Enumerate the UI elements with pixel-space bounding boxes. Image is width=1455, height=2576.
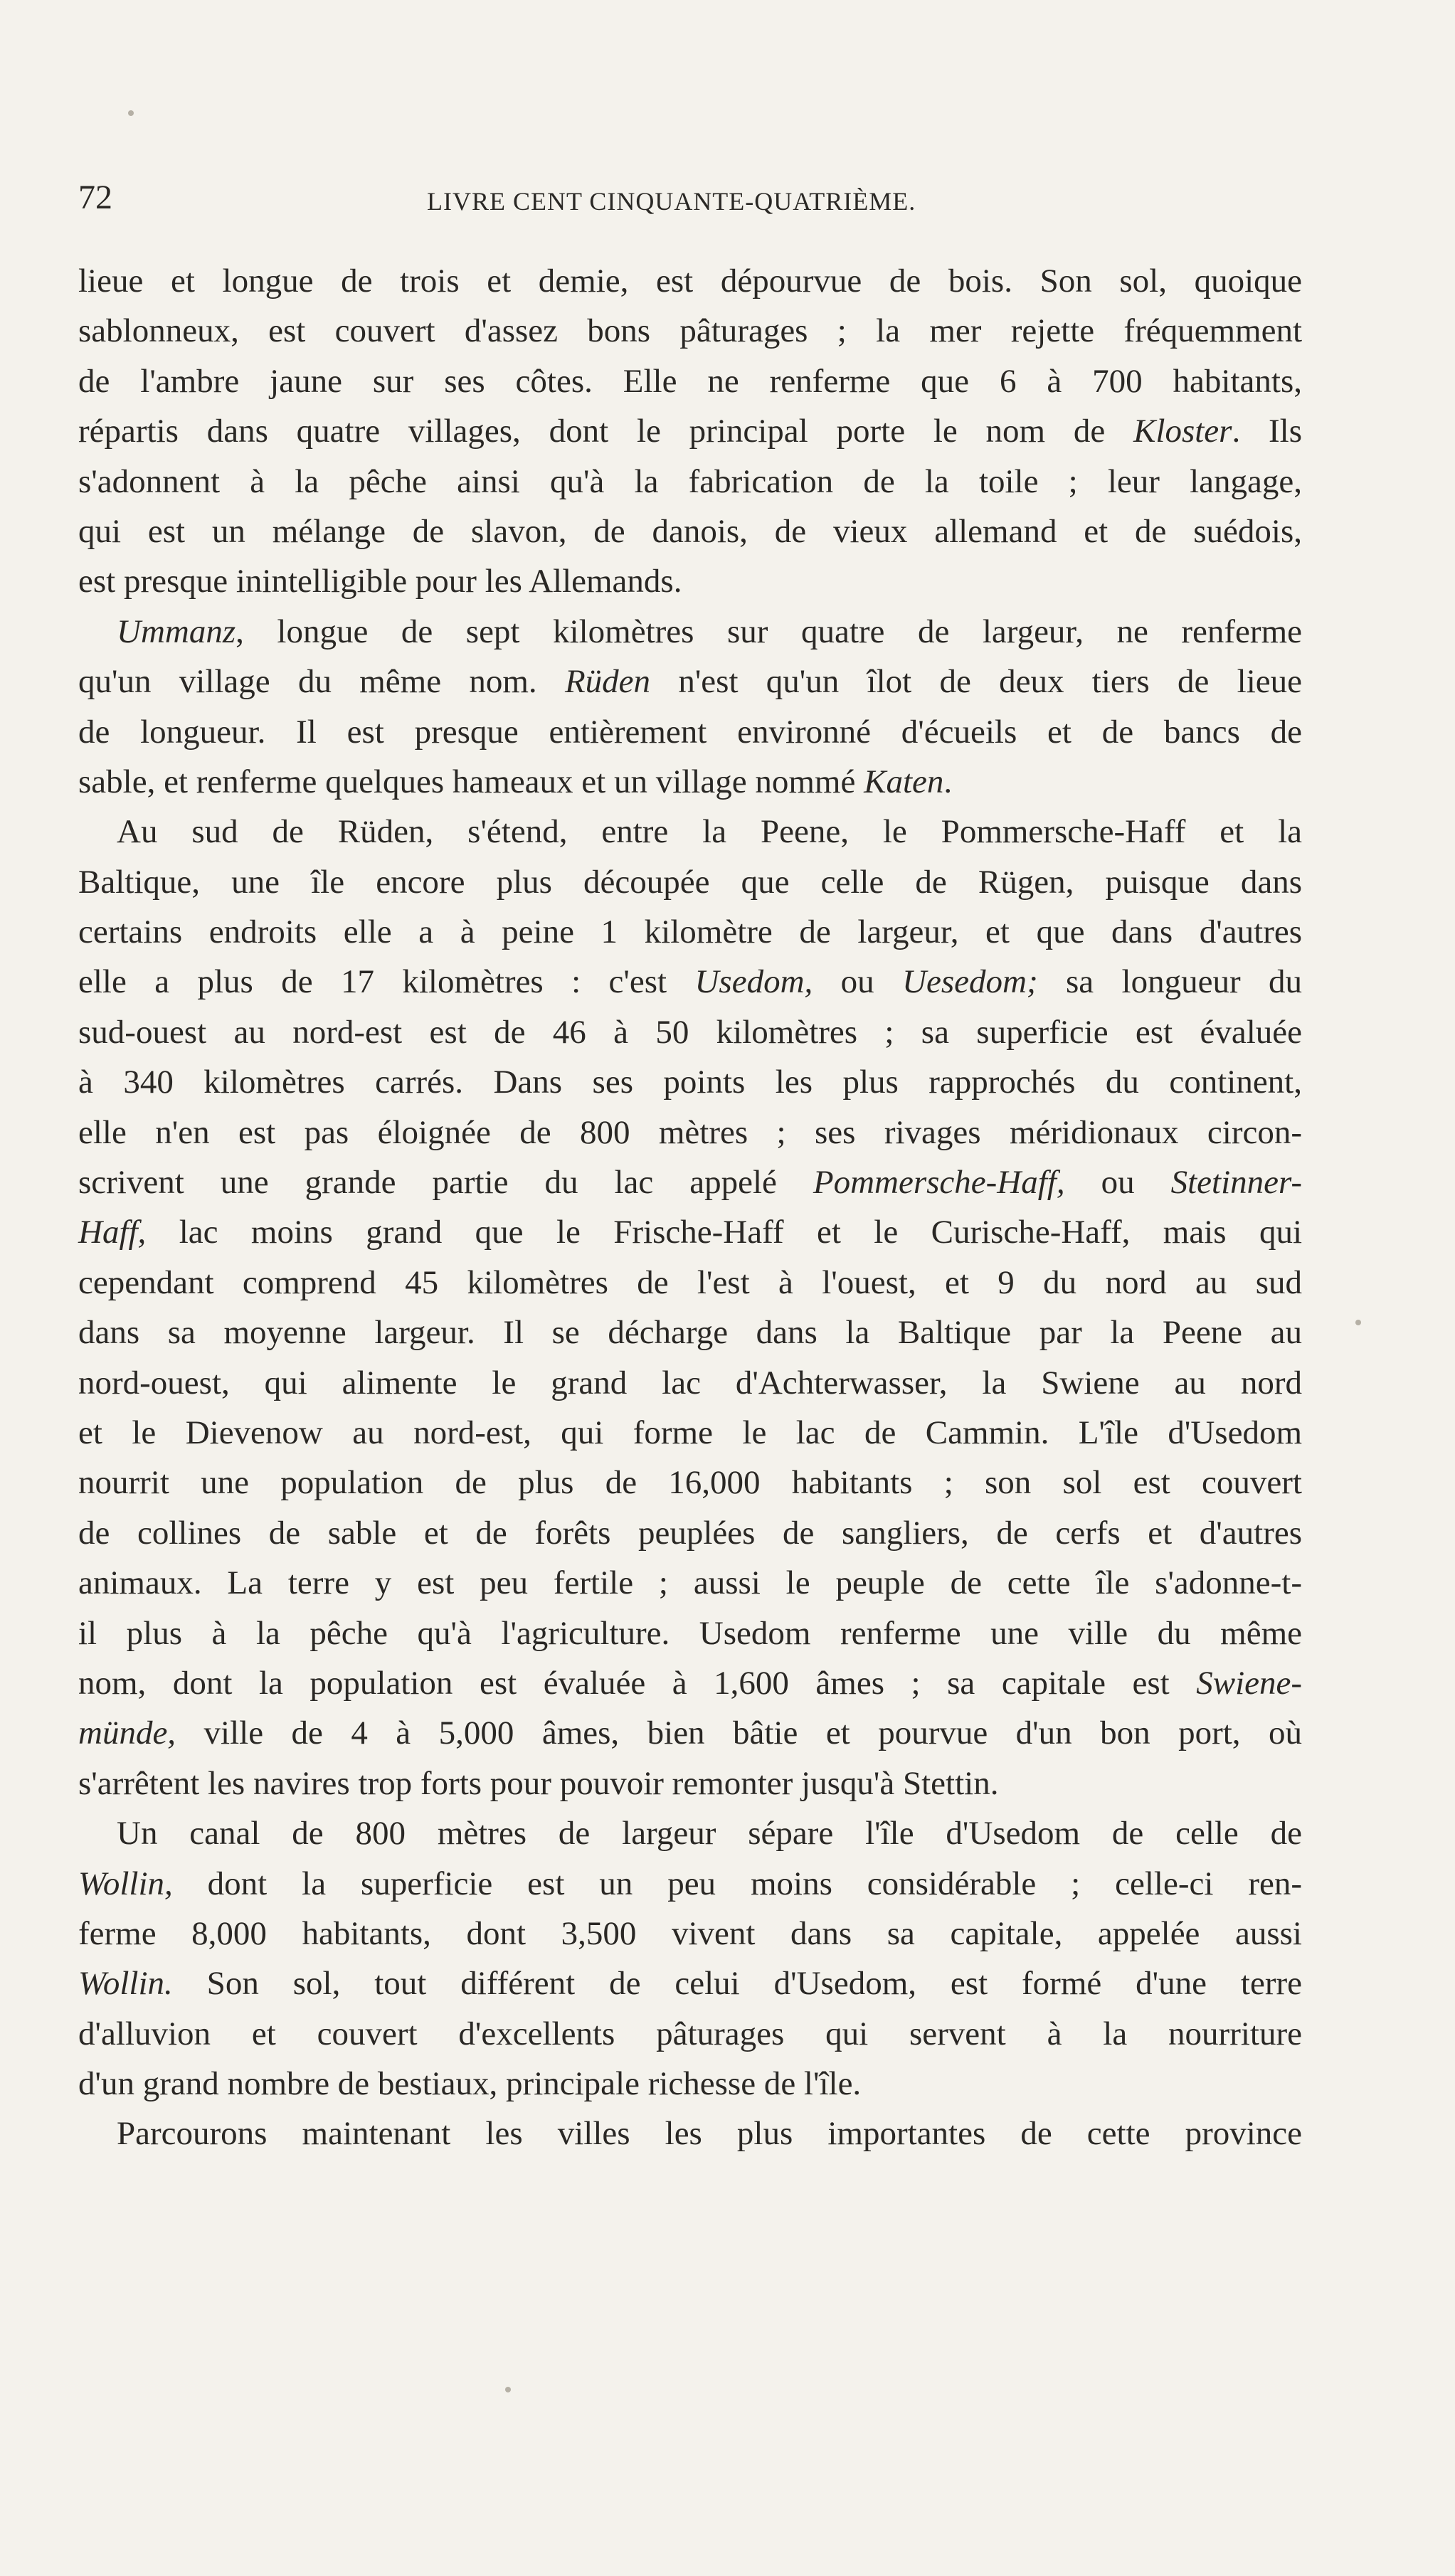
text-line bbox=[78, 1007, 1302, 1057]
text-line bbox=[78, 1909, 1302, 1958]
text-run: de collines de sable et de forêts peuplées de sangliers, de cerfs et d'autres bbox=[78, 1514, 1302, 1552]
text-line bbox=[78, 1057, 1302, 1107]
text-line bbox=[78, 757, 1302, 807]
text-run: Son sol, tout différent de celui d'Usedom, est formé d'une terre bbox=[172, 1965, 1302, 2003]
text-line bbox=[78, 907, 1302, 957]
text-run: sablonneux, est couvert d'assez bons pâturages ; la mer rejette fréquemment bbox=[78, 312, 1302, 350]
italic-text: Usedom, bbox=[694, 963, 813, 1001]
text-line bbox=[78, 1308, 1302, 1357]
text-line bbox=[78, 1658, 1302, 1708]
text-line bbox=[78, 1859, 1302, 1909]
italic-text: Uesedom; bbox=[902, 963, 1038, 1001]
text-run: Un canal de 800 mètres de largeur sépare l'île d'Usedom de celle de bbox=[117, 1815, 1302, 1853]
text-run: est presque inintelligible pour les Allemands. bbox=[78, 563, 682, 600]
text-line bbox=[78, 406, 1302, 456]
text-line bbox=[78, 1408, 1302, 1458]
text-line bbox=[78, 356, 1302, 406]
text-run: elle a plus de 17 kilomètres : c'est bbox=[78, 963, 695, 1001]
text-run: sud-ouest au nord-est est de 46 à 50 kilomètres ; sa superficie est évaluée bbox=[78, 1013, 1302, 1051]
page-number: 72 bbox=[78, 179, 112, 216]
text-run: . bbox=[943, 763, 953, 800]
italic-text: Rüden bbox=[564, 663, 651, 701]
text-line bbox=[78, 1508, 1302, 1558]
text-run: répartis dans quatre villages, dont le principal porte le nom de bbox=[78, 413, 1134, 450]
text-run: . Ils bbox=[1232, 413, 1303, 450]
text-line bbox=[78, 807, 1302, 857]
text-run: dans sa moyenne largeur. Il se décharge dans la Baltique par la Peene au bbox=[78, 1314, 1302, 1352]
text-line bbox=[78, 1558, 1302, 1608]
text-run: ou bbox=[813, 963, 903, 1001]
text-run: qu'un village du même nom. bbox=[78, 663, 565, 701]
text-run: cependant comprend 45 kilomètres de l'est à l'ouest, et 9 du nord au sud bbox=[78, 1263, 1302, 1301]
text-line bbox=[78, 1958, 1302, 2008]
text-line bbox=[78, 1108, 1302, 1157]
text-run: certains endroits elle a à peine 1 kilomètre de largeur, et que dans d'autres bbox=[78, 913, 1302, 951]
text-run: il plus à la pêche qu'à l'agriculture. Usedom renferme une ville du même bbox=[78, 1614, 1302, 1652]
text-line bbox=[78, 306, 1302, 356]
text-line bbox=[78, 1808, 1302, 1858]
text-run: d'un grand nombre de bestiaux, principale richesse de l'île. bbox=[78, 2065, 862, 2103]
text-run: Baltique, une île encore plus découpée que celle de Rügen, puisque dans bbox=[78, 863, 1302, 901]
text-line bbox=[78, 1207, 1302, 1257]
page-header bbox=[78, 178, 1302, 228]
text-run: à 340 kilomètres carrés. Dans ses points les plus rapprochés du continent, bbox=[78, 1064, 1302, 1101]
text-run: Au sud de Rüden, s'étend, entre la Peene, le Pommersche-Haff et la bbox=[117, 813, 1302, 851]
italic-text: münde, bbox=[78, 1714, 176, 1752]
italic-text: Pommersche-Haff, bbox=[813, 1164, 1065, 1202]
paper-speck bbox=[128, 110, 134, 116]
text-run: d'alluvion et couvert d'excellents pâturages qui servent à la nourriture bbox=[78, 2015, 1302, 2052]
text-line bbox=[78, 2009, 1302, 2059]
text-run: sa longueur du bbox=[1037, 963, 1303, 1001]
text-run: lieue et longue de trois et demie, est dépourvue de bois. Son sol, quoique bbox=[78, 263, 1302, 300]
text-run: elle n'en est pas éloignée de 800 mètres ; ses rivages méridionaux circon- bbox=[78, 1113, 1302, 1151]
text-line bbox=[78, 1157, 1302, 1207]
text-line bbox=[78, 2059, 1302, 2109]
text-line bbox=[78, 657, 1302, 706]
text-line bbox=[78, 1358, 1302, 1408]
text-run: lac moins grand que le Frische-Haff et le Curische-Haff, mais qui bbox=[146, 1214, 1302, 1251]
text-run: nom, dont la population est évaluée à 1,600 âmes ; sa capitale est bbox=[78, 1664, 1197, 1702]
text-run: ville de 4 à 5,000 âmes, bien bâtie et pourvue d'un bon port, où bbox=[176, 1714, 1302, 1752]
text-run: s'adonnent à la pêche ainsi qu'à la fabrication de la toile ; leur langage, bbox=[78, 462, 1302, 500]
text-line bbox=[78, 607, 1302, 657]
italic-text: Swiene- bbox=[1196, 1664, 1302, 1702]
text-line bbox=[78, 556, 1302, 606]
text-run: ferme 8,000 habitants, dont 3,500 vivent dans sa capitale, appelée aussi bbox=[78, 1914, 1302, 1952]
text-run: dont la superficie est un peu moins considérable ; celle-ci ren- bbox=[172, 1865, 1302, 1902]
italic-text: Kloster bbox=[1133, 413, 1232, 450]
text-run: nord-ouest, qui alimente le grand lac d'Achterwasser, la Swiene au nord bbox=[78, 1364, 1302, 1401]
italic-text: Haff, bbox=[78, 1214, 147, 1251]
text-line bbox=[78, 1708, 1302, 1758]
text-run: qui est un mélange de slavon, de danois, de vieux allemand et de suédois, bbox=[78, 512, 1302, 550]
text-run: et le Dievenow au nord-est, qui forme le lac de Cammin. L'île d'Usedom bbox=[78, 1414, 1302, 1451]
text-run: animaux. La terre y est peu fertile ; aussi le peuple de cette île s'adonne-t- bbox=[78, 1564, 1302, 1602]
text-run: sable, et renferme quelques hameaux et un village nommé bbox=[78, 763, 864, 800]
italic-text: Ummanz bbox=[117, 613, 236, 650]
text-line bbox=[78, 1258, 1302, 1308]
text-line bbox=[78, 457, 1302, 507]
text-run: de longueur. Il est presque entièrement environné d'écueils et de bancs de bbox=[78, 713, 1302, 751]
text-run: Parcourons maintenant les villes les plus importantes de cette province bbox=[117, 2115, 1302, 2153]
body-text bbox=[78, 256, 1302, 2159]
text-run: , longue de sept kilomètres sur quatre de largeur, ne renferme bbox=[236, 613, 1302, 650]
paper-speck bbox=[505, 2387, 511, 2392]
text-line bbox=[78, 507, 1302, 556]
running-title: LIVRE CENT CINQUANTE-QUATRIÈME. bbox=[427, 187, 916, 216]
text-run: nourrit une population de plus de 16,000 habitants ; son sol est couvert bbox=[78, 1464, 1302, 1502]
italic-text: Wollin. bbox=[78, 1965, 173, 2003]
text-line bbox=[78, 2109, 1302, 2158]
text-run: s'arrêtent les navires trop forts pour pouvoir remonter jusqu'à Stettin. bbox=[78, 1764, 999, 1802]
paper-speck bbox=[1355, 1320, 1361, 1325]
text-run: scrivent une grande partie du lac appelé bbox=[78, 1164, 813, 1202]
italic-text: Stetinner- bbox=[1170, 1164, 1302, 1202]
italic-text: Wollin, bbox=[78, 1865, 173, 1902]
text-run: ou bbox=[1064, 1164, 1171, 1202]
text-line bbox=[78, 1759, 1302, 1808]
text-run: de l'ambre jaune sur ses côtes. Elle ne renferme que 6 à 700 habitants, bbox=[78, 362, 1302, 400]
text-run: n'est qu'un îlot de deux tiers de lieue bbox=[650, 663, 1302, 701]
text-line bbox=[78, 1608, 1302, 1658]
text-line bbox=[78, 1458, 1302, 1507]
text-line bbox=[78, 857, 1302, 907]
italic-text: Katen bbox=[864, 763, 944, 800]
text-line bbox=[78, 707, 1302, 757]
text-line bbox=[78, 957, 1302, 1007]
text-line bbox=[78, 256, 1302, 306]
